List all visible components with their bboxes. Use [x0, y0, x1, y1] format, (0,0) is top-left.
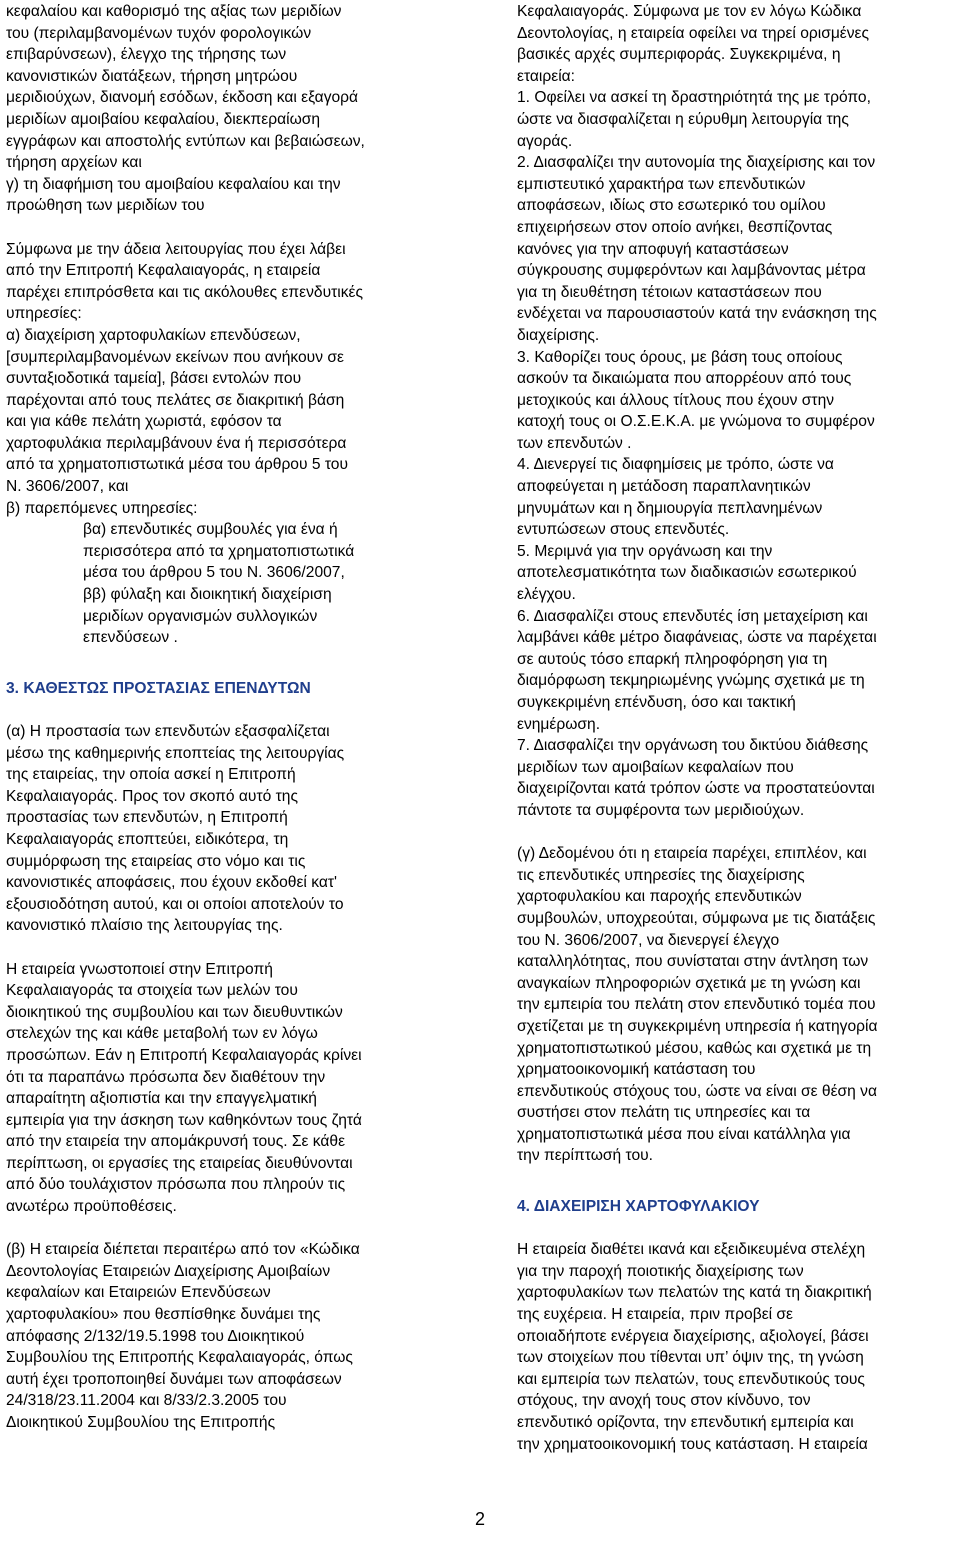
text-line: παρέχει επιπρόσθετα και τις ακόλουθες επενδυτικές — [6, 283, 363, 301]
text-line: μετοχικούς και άλλους τίτλους που έχουν στην — [517, 391, 835, 409]
text-line: ελέγχου. — [517, 586, 576, 604]
text-line: εξουσιοδότηση αυτού, και οι οποίοι αποτελούν το — [6, 895, 344, 913]
text-line: σχετίζεται με τη συγκεκριμένη υπηρεσία ή κατηγορία — [517, 1017, 878, 1035]
text-line: Η εταιρεία γνωστοποιεί στην Επιτροπή — [6, 960, 273, 978]
text-line: για τη διευθέτηση τέτοιων καταστάσεων που — [517, 283, 822, 301]
text-line: Ν. 3606/2007, και — [6, 478, 129, 496]
text-line: τις επενδυτικές υπηρεσίες της διαχείρισης — [517, 866, 805, 884]
text-line: από δύο τουλάχιστον πρόσωπα που πληρούν τις — [6, 1176, 346, 1194]
text-line: κεφαλαίου και καθορισμό της αξίας των μεριδίων — [6, 3, 342, 20]
right-column — [517, 1, 959, 1455]
text-line: διοικητικού της συμβουλίου και των διευθυντικών — [6, 1003, 343, 1021]
text-line: προσώπων. Εάν η Επιτροπή Κεφαλαιαγοράς κρίνει — [6, 1046, 362, 1064]
text-line: περίπτωση, οι εργασίες της εταιρείας διευθύνονται — [6, 1154, 353, 1172]
text-line: γ) τη διαφήμιση του αμοιβαίου κεφαλαίου και την — [6, 175, 341, 193]
text-line: 6. Διασφαλίζει στους επενδυτές ίση μεταχείριση και — [517, 607, 868, 625]
text-line: αυτή έχει τροποποιηθεί δυνάμει των αποφάσεων — [6, 1370, 342, 1388]
left-block-1 — [6, 1, 450, 217]
text-line: ασκούν τα δικαιώματα που απορρέουν από τους — [517, 370, 852, 388]
text-line: βασικές αρχές συμπεριφοράς. Συγκεκριμένα, η — [517, 46, 841, 64]
text-line: κεφαλαίων και Εταιρειών Επενδύσεων — [6, 1284, 271, 1302]
text-line: Διοικητικού Συμβουλίου της Επιτροπής — [6, 1414, 276, 1431]
text-line: (γ) Δεδομένου ότι η εταιρεία παρέχει, επιπλέον, και — [517, 845, 867, 863]
text-line: εμπειρία για την άσκηση των καθηκόντων τους ζητά — [6, 1111, 362, 1129]
text-line: χαρτοφυλακίου» που θεσπίσθηκε δυνάμει της — [6, 1306, 321, 1324]
text-line: μέσω της καθημερινής εποπτείας της λειτουργίας — [6, 744, 345, 762]
text-line: διαμόρφωση τεκμηριωμένης γνώμης σχετικά με τη — [517, 672, 865, 690]
text-line: Σύμφωνα με την άδεια λειτουργίας που έχει λάβει — [6, 240, 346, 258]
text-line: Η εταιρεία διαθέτει ικανά και εξειδικευμένα στελέχη — [517, 1241, 866, 1259]
text-line: (α) Η προστασία των επενδυτών εξασφαλίζεται — [6, 723, 330, 740]
text-line: μέσα του άρθρου 5 του Ν. 3606/2007, — [83, 564, 345, 582]
text-line: για την παροχή ποιοτικής διαχείρισης των — [517, 1262, 804, 1280]
left-block-2-subitems — [6, 519, 450, 649]
text-line: χρηματοοικονομική κατάσταση του — [517, 1061, 756, 1079]
text-line: επενδύσεων . — [83, 629, 178, 647]
text-line: παρέχονται από τους πελάτες σε διακριτική βάση — [6, 391, 345, 409]
text-line: τήρηση αρχείων και — [6, 154, 142, 172]
text-line: των στοιχείων που τίθενται υπ’ όψιν της, τη γνώση — [517, 1349, 864, 1367]
text-line: από την Επιτροπή Κεφαλαιαγοράς, η εταιρεία — [6, 262, 321, 280]
text-line: επενδυτικό ορίζοντα, την επενδυτική εμπειρία και — [517, 1414, 854, 1431]
text-line: ενδέχεται να παρουσιαστούν κατά την ενάσκηση της — [517, 305, 877, 323]
text-line: β) παρεπόμενες υπηρεσίες: — [6, 499, 198, 517]
text-line: πάντοτε τα συμφέροντα των μεριδιούχων. — [517, 801, 805, 819]
text-line: αποφάσεων, ιδίως στο εσωτερικό του ομίλου — [517, 197, 826, 215]
text-line: επιβαρύνσεων), έλεγχο της τήρησης των — [6, 46, 287, 64]
text-line: συστήσει στον πελάτη τις υπηρεσίες και τα — [517, 1104, 811, 1122]
text-line: 3. Καθορίζει τους όρους, με βάση τους οποίους — [517, 348, 843, 366]
text-line: την εμπειρία του πελάτη στον επενδυτικό τομέα που — [517, 996, 876, 1014]
left-column — [6, 1, 450, 1434]
text-line: των επενδυτών . — [517, 434, 632, 452]
text-line: ββ) φύλαξη και διοικητική διαχείριση — [83, 586, 332, 604]
section-heading-3: 3. ΚΑΘΕΣΤΩΣ ΠΡΟΣΤΑΣΙΑΣ ΕΠΕΝΔΥΤΩΝ — [6, 679, 311, 697]
text-line: της εταιρείας, την οποία ασκεί η Επιτροπή — [6, 766, 296, 784]
text-line: [συμπεριλαμβανομένων εκείνων που ανήκουν σε — [6, 348, 344, 366]
text-line: χαρτοφυλάκια περιλαμβάνουν ένα ή περισσότερα — [6, 434, 347, 452]
text-line: βα) επενδυτικές συμβουλές για ένα ή — [83, 521, 338, 539]
text-line: κανονιστικές αποφάσεις, που έχουν εκδοθεί κατ' — [6, 874, 337, 892]
text-line: και εμπειρία των πελατών, τους επενδυτικούς τους — [517, 1370, 865, 1388]
text-line: 24/318/23.11.2004 και 8/33/2.3.2005 του — [6, 1392, 287, 1410]
text-line: από την εταιρεία την απομάκρυνσή τους. Σε κάθε — [6, 1133, 346, 1151]
text-line: υπηρεσίες: — [6, 305, 82, 323]
text-line: επενδυτικούς στόχους του, ώστε να είναι σε θέση να — [517, 1082, 877, 1100]
text-line: επιχειρήσεων στον οποίο ανήκει, θεσπίζοντας — [517, 218, 833, 236]
text-line: α) διαχείριση χαρτοφυλακίων επενδύσεων, — [6, 326, 301, 344]
text-line: χαρτοφυλακίων των πελατών της κατά τη διακριτική — [517, 1284, 872, 1302]
text-line: του Ν. 3606/2007, να διενεργεί έλεγχο — [517, 931, 780, 949]
text-line: 1. Οφείλει να ασκεί τη δραστηριότητά της με τρόπο, — [517, 89, 871, 107]
text-line: Κεφαλαιαγοράς τα στοιχεία των μελών του — [6, 982, 298, 1000]
text-line: συμμόρφωση της εταιρείας στο νόμο και τις — [6, 852, 306, 870]
page-number: 2 — [474, 1509, 485, 1529]
text-line: συμβουλών, υποχρεούται, σύμφωνα με τις διατάξεις — [517, 909, 876, 927]
text-line: μηνυμάτων και η δημιουργία πεπλανημένων — [517, 499, 823, 517]
text-line: εμπιστευτικό χαρακτήρα των επενδυτικών — [517, 175, 806, 193]
text-line: λαμβάνει κάθε μέτρο διαφάνειας, ώστε να παρέχεται — [517, 629, 877, 647]
text-line: χρηματοπιστωτικά μέσα που είναι κατάλληλα για — [517, 1125, 851, 1143]
text-line: προώθηση των μεριδίων του — [6, 197, 205, 215]
text-line: προστασίας των επενδυτών, η Επιτροπή — [6, 809, 288, 827]
text-line: Κεφαλαιαγοράς εποπτεύει, ειδικότερα, τη — [6, 830, 289, 848]
text-line: ανωτέρω προϋποθέσεις. — [6, 1198, 177, 1216]
text-line: συνταξιοδοτικά ταμεία], βάσει εντολών που — [6, 370, 302, 388]
text-line: μεριδίων των αμοιβαίων κεφαλαίων που — [517, 758, 794, 776]
text-line: κατοχή τους οι Ο.Σ.Ε.Κ.Α. με γνώμονα το συμφέρον — [517, 413, 875, 431]
left-block-2 — [6, 239, 450, 520]
text-line: Κεφαλαιαγοράς. Σύμφωνα με τον εν λόγω Κώδικα — [517, 3, 862, 20]
section-heading-4: 4. ΔΙΑΧΕΙΡΙΣΗ ΧΑΡΤΟΦΥΛΑΚΙΟΥ — [517, 1198, 760, 1216]
text-line: κανονιστικών διατάξεων, τήρηση μητρώου — [6, 67, 298, 85]
text-line: διαχείρισης. — [517, 326, 600, 344]
text-line: στελεχών της και κάθε μεταβολή των εν λόγω — [6, 1025, 318, 1043]
text-line: μεριδιούχων, διανομή εσόδων, έκδοση και εξαγορά — [6, 89, 359, 107]
text-line: ενημέρωση. — [517, 715, 601, 733]
text-line: (β) Η εταιρεία διέπεται περαιτέρω από τον «Κώδικα — [6, 1241, 360, 1259]
text-line: εντυπώσεων στους επενδυτές. — [517, 521, 730, 539]
text-line: χρηματοπιστωτικού μέσου, καθώς και σχετικά με τη — [517, 1039, 872, 1057]
text-line: κανονιστικό πλαίσιο της λειτουργίας της. — [6, 917, 283, 935]
text-line: την περίπτωσή του. — [517, 1147, 653, 1165]
text-line: 7. Διασφαλίζει την οργάνωση του δικτύου διάθεσης — [517, 737, 869, 755]
text-line: στόχους, την ανοχή τους στον κίνδυνο, τον — [517, 1392, 811, 1410]
text-line: διαχειρίζονται κατά τρόπον ώστε να προστατεύονται — [517, 780, 875, 798]
right-block-3 — [517, 1239, 959, 1455]
text-line: απόφασης 2/132/19.5.1998 του Διοικητικού — [6, 1327, 305, 1345]
text-line: κανόνες για την αποφυγή καταστάσεων — [517, 240, 789, 258]
text-line: αποτελεσματικότητα των διαδικασιών εσωτερικού — [517, 564, 857, 582]
text-line: εταιρεία: — [517, 67, 576, 85]
text-line: αγοράς. — [517, 132, 573, 150]
text-line: από τα χρηματοπιστωτικά μέσα του άρθρου 5 του — [6, 456, 348, 474]
text-line: αναγκαίων πληροφοριών σχετικά με τη γνώση και — [517, 974, 861, 992]
text-line: Δεοντολογίας, η εταιρεία οφείλει να τηρεί ορισμένες — [517, 24, 870, 42]
text-line: οποιαδήποτε ενέργεια διαχείρισης, αξιολογεί, βάσει — [517, 1327, 869, 1345]
left-block-4 — [6, 959, 450, 1218]
text-line: Κεφαλαιαγοράς. Προς τον σκοπό αυτό της — [6, 787, 298, 805]
left-block-3 — [6, 721, 450, 937]
text-line: καταλληλότητας, που συνίσταται στην άντληση των — [517, 953, 869, 971]
text-line: την χρηματοοικονομική τους κατάσταση. Η εταιρεία — [517, 1435, 868, 1453]
text-line: συγκεκριμένη επένδυση, όσο και τακτική — [517, 694, 796, 711]
text-line: Συμβουλίου της Επιτροπής Κεφαλαιαγοράς, όπως — [6, 1349, 353, 1367]
text-line: μεριδίων οργανισμών συλλογικών — [83, 607, 318, 625]
text-line: 2. Διασφαλίζει την αυτονομία της διαχείρισης και τον — [517, 154, 876, 172]
text-line: σύγκρουσης συμφερόντων και λαμβάνοντας μέτρα — [517, 262, 866, 280]
text-line: αποφεύγεται η μετάδοση παραπλανητικών — [517, 478, 811, 496]
text-line: ώστε να διασφαλίζεται η εύρυθμη λειτουργία της — [517, 110, 849, 128]
text-line: περισσότερα από τα χρηματοπιστωτικά — [83, 542, 355, 560]
text-line: 4. Διενεργεί τις διαφημίσεις με τρόπο, ώστε να — [517, 456, 834, 474]
text-line: και για κάθε πελάτη χωριστά, εφόσον τα — [6, 413, 282, 431]
text-line: απαραίτητη αξιοπιστία και την επαγγελματική — [6, 1090, 317, 1108]
text-line: Δεοντολογίας Εταιρειών Διαχείρισης Αμοιβαίων — [6, 1262, 331, 1280]
left-block-5 — [6, 1239, 450, 1433]
right-block-2 — [517, 843, 959, 1167]
text-line: μεριδίων αμοιβαίου κεφαλαίου, διεκπεραίωση — [6, 110, 321, 128]
text-line: 5. Μεριμνά για την οργάνωση και την — [517, 542, 773, 560]
text-line: του (περιλαμβανομένων τυχόν φορολογικών — [6, 24, 312, 42]
right-block-1 — [517, 1, 959, 822]
text-line: της ευχέρεια. Η εταιρεία, πριν προβεί σε — [517, 1306, 794, 1324]
text-line: χαρτοφυλακίου και παροχής επενδυτικών — [517, 888, 802, 906]
text-line: ότι τα παραπάνω πρόσωπα δεν διαθέτουν την — [6, 1068, 326, 1086]
text-line: σε αυτούς τόσο επαρκή πληροφόρηση για τη — [517, 650, 828, 668]
text-line: εγγράφων και αποστολής εντύπων και βεβαιώσεων, — [6, 132, 365, 150]
